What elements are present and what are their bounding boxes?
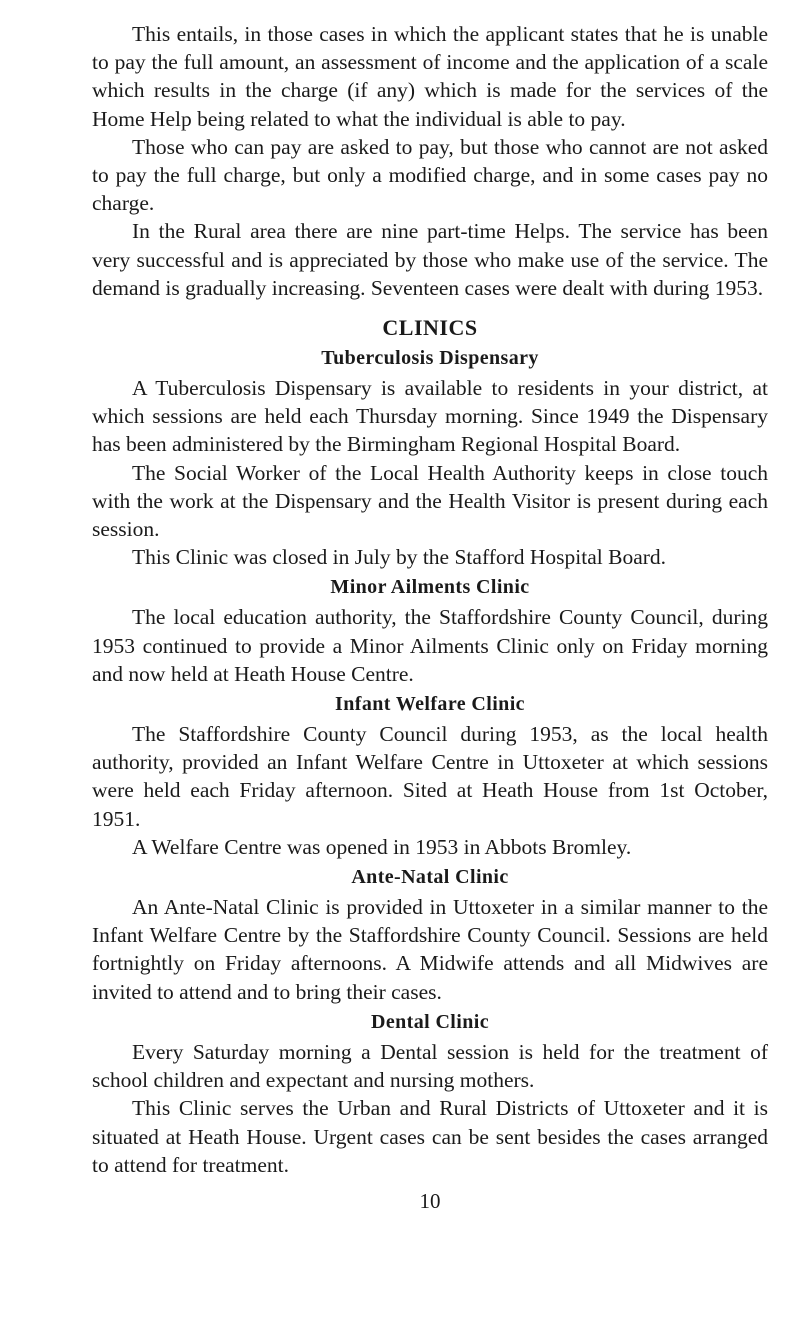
subheading-ante-natal-clinic: Ante-Natal Clinic	[351, 866, 509, 889]
paragraph-home-help-charges: Those who can pay are asked to pay, but those who cannot are not asked to pay the full charge, but only a modified charge, and in some cases pay no charge.	[92, 134, 768, 216]
paragraph-ante-natal: An Ante-Natal Clinic is provided in Uttoxeter in a similar manner to the Infant Welfare Centre by the Staffordshire County Council. Sessions are held fortnightly on Friday afternoons. A Midwife attends and all Midwives are invited to attend and to bring their cases.	[92, 895, 768, 1004]
paragraph-infant-welfare: The Staffordshire County Council during 1953, as the local health authority, provided an Infant Welfare Centre in Uttoxeter at which sessions were held each Friday afternoon. Sited at Heath House from 1st October, 1951.	[92, 722, 768, 831]
subheading-tuberculosis-dispensary: Tuberculosis Dispensary	[321, 347, 539, 370]
paragraph-home-help-assessment: This entails, in those cases in which the applicant states that he is unable to pay the full amount, an assessment of income and the application of a scale which results in the charge (if any) which is made for the services of the Home Help being related to what the individual is able to pay.	[92, 22, 768, 131]
paragraph-rural-helps: In the Rural area there are nine part-time Helps. The service has been very successful and is appreciated by those who make use of the service. The demand is gradually increasing. Seventeen cases were dealt with during 1953.	[92, 219, 768, 300]
paragraph-tb-closed: This Clinic was closed in July by the Stafford Hospital Board.	[132, 545, 667, 570]
paragraph-dental-session: Every Saturday morning a Dental session is held for the treatment of school children and expectant and nursing mothers.	[92, 1039, 768, 1093]
subheading-minor-ailments-clinic: Minor Ailments Clinic	[330, 576, 530, 599]
paragraph-tb-dispensary: A Tuberculosis Dispensary is available to residents in your district, at which sessions are held each Thursday morning. Since 1949 the Dispensary has been administered by the Birmingham Regional Hospital Board.	[92, 376, 768, 457]
document-page	[92, 20, 768, 1215]
section-heading-clinics: CLINICS	[382, 315, 478, 341]
subheading-infant-welfare-clinic: Infant Welfare Clinic	[335, 693, 525, 716]
paragraph-minor-ailments: The local education authority, the Staffordshire County Council, during 1953 continued to provide a Minor Ailments Clinic only on Friday morning and now held at Heath House Centre.	[92, 605, 768, 686]
subheading-dental-clinic: Dental Clinic	[371, 1010, 489, 1033]
paragraph-dental-districts: This Clinic serves the Urban and Rural Districts of Uttoxeter and it is situated at Heath House. Urgent cases can be sent besides the cases arranged to attend for treatment.	[92, 1096, 768, 1177]
paragraph-tb-social-worker: The Social Worker of the Local Health Authority keeps in close touch with the work at the Dispensary and the Health Visitor is present during each session.	[92, 460, 768, 542]
page-number: 10	[419, 1188, 441, 1213]
paragraph-welfare-centre-abbots-bromley: A Welfare Centre was opened in 1953 in Abbots Bromley.	[132, 834, 632, 859]
